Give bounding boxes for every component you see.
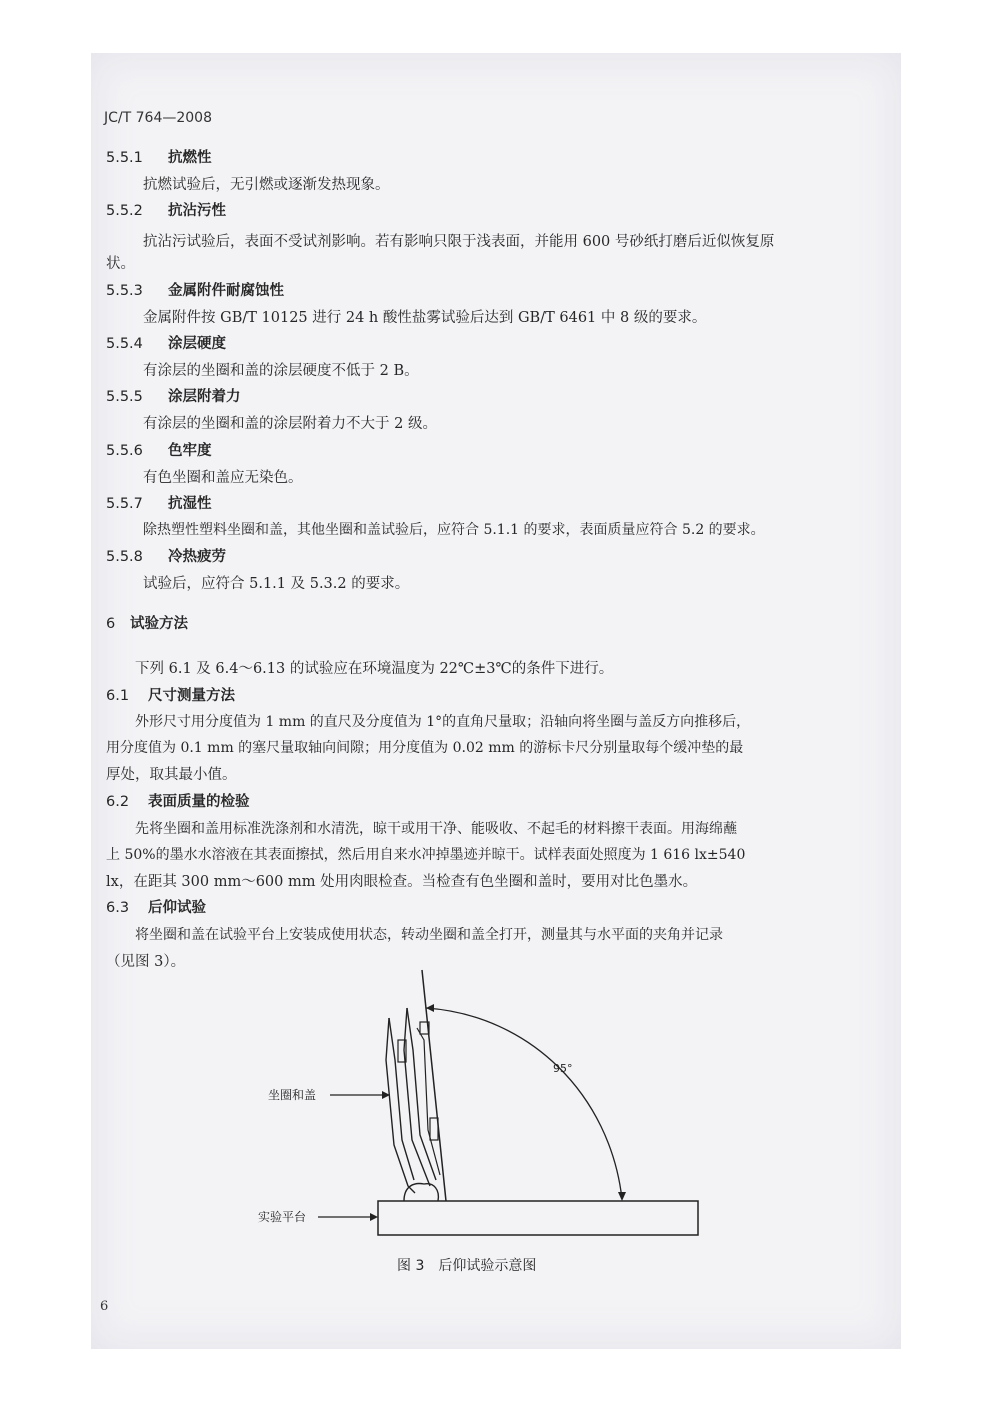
- section-6-2-line2: 上 50%的墨水水溶液在其表面擦拭，然后用自来水冲掉墨迹并晾干。试样表面处照度为 1 616 lx±540: [106, 847, 746, 863]
- label-test-platform: 实验平台: [258, 1210, 307, 1224]
- section-heading-5-5-6: 5.5.6 色牢度: [106, 443, 212, 459]
- figure-3-diagram: [240, 965, 720, 1245]
- label-angle: 95°: [553, 1062, 573, 1075]
- section-heading-5-5-4: 5.5.4 涂层硬度: [106, 336, 226, 352]
- arc-arrowhead-top: [426, 1004, 434, 1012]
- section-body-5-5-6: 有色坐圈和盖应无染色。: [143, 470, 303, 486]
- section-body-5-5-3: 金属附件按 GB/T 10125 进行 24 h 酸性盐雾试验后达到 GB/T 6461 中 8 级的要求。: [143, 310, 707, 326]
- section-heading-5-5-7: 5.5.7 抗湿性: [106, 496, 212, 512]
- arc-arrowhead-bottom: [618, 1192, 626, 1201]
- label-seat-and-lid: 坐圈和盖: [268, 1088, 317, 1102]
- lid-edge: [417, 1028, 440, 1175]
- platform-leader-arrow: [370, 1213, 378, 1221]
- section-6-3-line2: （见图 3）。: [106, 954, 186, 970]
- base-bumper: [404, 1184, 438, 1201]
- test-platform: [378, 1201, 698, 1235]
- section-body-5-5-2-line1: 抗沾污试验后，表面不受试剂影响。若有影响只限于浅表面，并能用 600 号砂纸打磨后近似恢复原: [143, 234, 775, 250]
- section-6-1-line3: 厚处，取其最小值。: [106, 767, 237, 783]
- section-heading-6-1: 6.1 尺寸测量方法: [106, 688, 235, 704]
- seat-outline-inner: [389, 1018, 414, 1180]
- section-heading-6-2: 6.2 表面质量的检验: [106, 794, 250, 810]
- section-6-1-line2: 用分度值为 0.1 mm 的塞尺量取轴向间隙；用分度值为 0.02 mm 的游标卡尺分别量取每个缓冲垫的最: [106, 740, 744, 756]
- figure-3-caption: 图 3 后仰试验示意图: [397, 1258, 537, 1274]
- section-6-3-line1: 将坐圈和盖在试验平台上安装成使用状态，转动坐圈和盖全打开，测量其与水平面的夹角并记录: [135, 927, 723, 943]
- section-heading-6-3: 6.3 后仰试验: [106, 900, 206, 916]
- section-6-2-line3: lx，在距其 300 mm～600 mm 处用肉眼检查。当检查有色坐圈和盖时，要用对比色墨水。: [106, 874, 698, 890]
- section-heading-5-5-8: 5.5.8 冷热疲劳: [106, 549, 226, 565]
- chapter-heading-6: 6 试验方法: [106, 616, 188, 632]
- chapter-6-intro: 下列 6.1 及 6.4～6.13 的试验应在环境温度为 22℃±3℃的条件下进行。: [135, 661, 614, 677]
- page-number: 6: [100, 1299, 109, 1314]
- section-heading-5-5-2: 5.5.2 抗沾污性: [106, 203, 226, 219]
- section-6-2-line1: 先将坐圈和盖用标准洗涤剂和水清洗，晾干或用干净、能吸收、不起毛的材料擦干表面。用海绵蘸: [135, 821, 737, 837]
- section-6-1-line1: 外形尺寸用分度值为 1 mm 的直尺及分度值为 1°的直角尺量取；沿轴向将坐圈与盖反方向推移后，: [135, 714, 751, 730]
- section-body-5-5-4: 有涂层的坐圈和盖的涂层硬度不低于 2 B。: [143, 363, 419, 379]
- angle-arc: [426, 1008, 622, 1199]
- section-heading-5-5-5: 5.5.5 涂层附着力: [106, 389, 241, 405]
- section-body-5-5-5: 有涂层的坐圈和盖的涂层附着力不大于 2 级。: [143, 416, 437, 432]
- section-body-5-5-1: 抗燃试验后，无引燃或逐渐发热现象。: [143, 177, 390, 193]
- hinge-lower: [430, 1118, 438, 1140]
- section-body-5-5-8: 试验后，应符合 5.1.1 及 5.3.2 的要求。: [143, 576, 410, 592]
- section-heading-5-5-3: 5.5.3 金属附件耐腐蚀性: [106, 283, 284, 299]
- document-header: JC/T 764—2008: [104, 110, 212, 126]
- section-heading-5-5-1: 5.5.1 抗燃性: [106, 150, 212, 166]
- section-body-5-5-2-line2: 状。: [106, 256, 135, 272]
- section-body-5-5-7: 除热塑性塑料坐圈和盖，其他坐圈和盖试验后，应符合 5.1.1 的要求，表面质量应符合 5.2 的要求。: [143, 522, 765, 538]
